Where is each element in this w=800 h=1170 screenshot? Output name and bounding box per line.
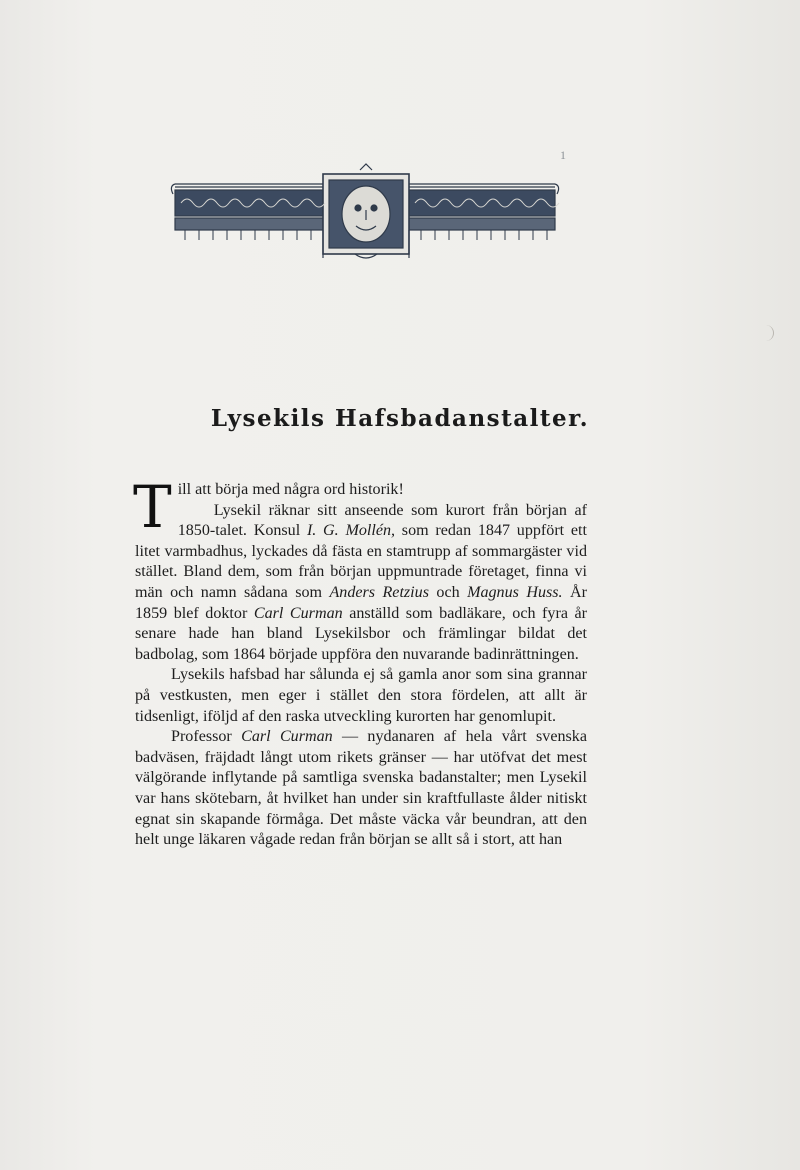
body-text	[133, 473, 587, 851]
person-name: Carl Curman	[253, 604, 343, 622]
paragraph-3-text: — nydanaren af hela vårt svenska badväsen, fräjdadt långt utom rikets gränser — har utöfvat det mest välgörande inflytande på samtliga svenska badanstalter; men Lysekil var hans skötebarn, åt hvilket han under sin kraftfullaste ålder nitiskt egnat sin skapande förmåga. Det måste väcka vår beundran, att den helt unge läkaren vågade redan från början se allt så i stort, att han	[135, 728, 587, 849]
paragraph-1-text: anställd som badläkare, och fyra år senare hade han bland Lysekilsbor och främlingar bildat det badbolag, som 1864 började uppföra den nuvarande badinrättningen.	[135, 604, 587, 663]
paragraph-3	[135, 727, 587, 851]
paragraph-1-text: År 1859 blef doktor	[135, 583, 587, 622]
drop-cap: T	[133, 473, 172, 541]
paper-edge-mark	[765, 325, 774, 341]
page-title: Lysekils Hafsbadanstalter.	[210, 405, 590, 432]
person-name: Magnus Huss.	[467, 583, 563, 601]
paragraph-2: Lysekils hafsbad har sålunda ej så gamla anor som sina grannar på vestkusten, men eger i stället den stora fördelen, att allt är tidsenligt, iföljd af den raska utveckling kurorten har genomlupit.	[135, 666, 587, 725]
paragraph-1-text: Lysekil räknar sitt anseende som kurort från början af 1850-talet. Konsul	[177, 501, 587, 540]
paragraph-1-text: som redan 1847 uppfört ett litet varmbadhus, lyckades då fästa en stamtrupp af sommargäster vid stället. Bland dem, som från början uppmuntrade företaget, finna vi män och namn sådana som	[135, 522, 587, 601]
page-number: 1	[560, 148, 566, 162]
person-name: I. G. Mollén,	[306, 522, 396, 540]
paragraph-1	[133, 473, 587, 665]
paragraph-1-first-line: ill att börja med några ord historik!	[177, 481, 404, 498]
person-name: Carl Curman	[241, 728, 333, 746]
person-name: Anders Retzius	[329, 583, 429, 601]
paragraph-3-text: Professor	[171, 728, 242, 746]
ornamental-headpiece	[165, 162, 565, 262]
paragraph-1-text: och	[428, 583, 468, 601]
